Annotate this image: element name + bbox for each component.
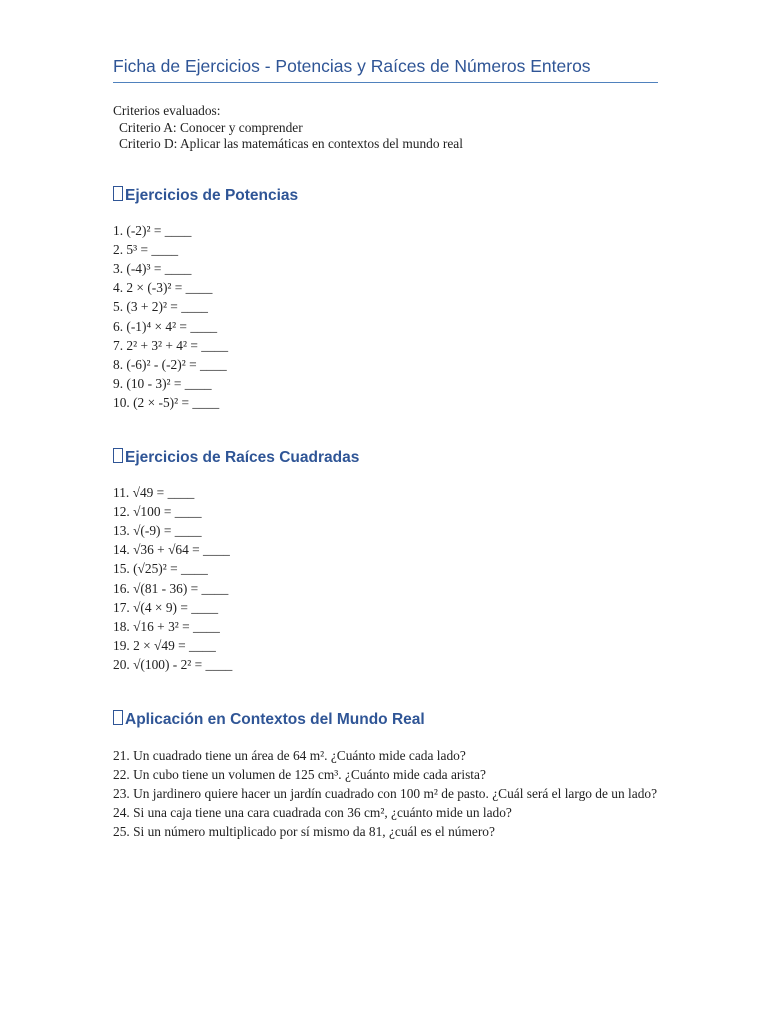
exercise-item: 7. 2² + 3² + 4² = ____: [113, 337, 229, 353]
criteria-item: Criterio D: Aplicar las matemáticas en contextos del mundo real: [119, 136, 463, 151]
exercise-item: 18. √16 + 3² = ____: [113, 618, 220, 634]
document-page: [113, 0, 658, 841]
section-heading-potencias: [113, 186, 658, 206]
document-title: Ficha de Ejercicios - Potencias y Raíces de Números Enteros: [113, 55, 658, 83]
exercise-item: 20. √(100) - 2² = ____: [113, 657, 233, 673]
exercise-item: 1. (-2)² = ____: [113, 222, 192, 238]
exercise-item: 5. (3 + 2)² = ____: [113, 299, 208, 315]
exercise-item: 6. (-1)⁴ × 4² = ____: [113, 318, 218, 334]
exercise-item: 10. (2 × -5)² = ____: [113, 395, 220, 411]
exercise-item: 25. Si un número multiplicado por sí mismo da 81, ¿cuál es el número?: [113, 823, 495, 839]
section-heading-raices: [113, 448, 658, 468]
exercise-item: 2. 5³ = ____: [113, 241, 179, 257]
criteria-heading: Criterios evaluados:: [113, 103, 221, 118]
exercise-list-raices: [113, 483, 658, 675]
exercise-item: 3. (-4)³ = ____: [113, 260, 192, 276]
exercise-item: 8. (-6)² - (-2)² = ____: [113, 356, 227, 372]
exercise-item: 15. (√25)² = ____: [113, 561, 208, 577]
exercise-item: 4. 2 × (-3)² = ____: [113, 280, 213, 296]
exercise-list-potencias: [113, 221, 658, 413]
exercise-item: 24. Si una caja tiene una cara cuadrada con 36 cm², ¿cuánto mide un lado?: [113, 804, 512, 820]
exercise-item: 11. √49 = ____: [113, 484, 195, 500]
missing-glyph-icon: [113, 710, 123, 725]
exercise-list-aplicacion: [113, 746, 658, 841]
exercise-item: 22. Un cubo tiene un volumen de 125 cm³. ¿Cuánto mide cada arista?: [113, 766, 486, 782]
section-heading-text: Ejercicios de Potencias: [125, 186, 299, 204]
exercise-item: 17. √(4 × 9) = ____: [113, 599, 219, 615]
exercise-item: 21. Un cuadrado tiene un área de 64 m². ¿Cuánto mide cada lado?: [113, 747, 466, 763]
exercise-item: 19. 2 × √49 = ____: [113, 638, 216, 654]
criteria-block: [113, 103, 658, 153]
section-heading-text: Ejercicios de Raíces Cuadradas: [125, 448, 360, 466]
exercise-item: 23. Un jardinero quiere hacer un jardín cuadrado con 100 m² de pasto. ¿Cuál será el largo de un lado?: [113, 785, 658, 801]
criteria-item: Criterio A: Conocer y comprender: [119, 119, 303, 135]
exercise-item: 16. √(81 - 36) = ____: [113, 580, 229, 596]
exercise-item: 13. √(-9) = ____: [113, 522, 202, 538]
section-heading-aplicacion: [113, 710, 658, 730]
exercise-item: 12. √100 = ____: [113, 503, 202, 519]
exercise-item: 14. √36 + √64 = ____: [113, 542, 230, 558]
missing-glyph-icon: [113, 448, 123, 463]
exercise-item: 9. (10 - 3)² = ____: [113, 376, 212, 392]
missing-glyph-icon: [113, 186, 123, 201]
section-heading-text: Aplicación en Contextos del Mundo Real: [125, 710, 425, 728]
